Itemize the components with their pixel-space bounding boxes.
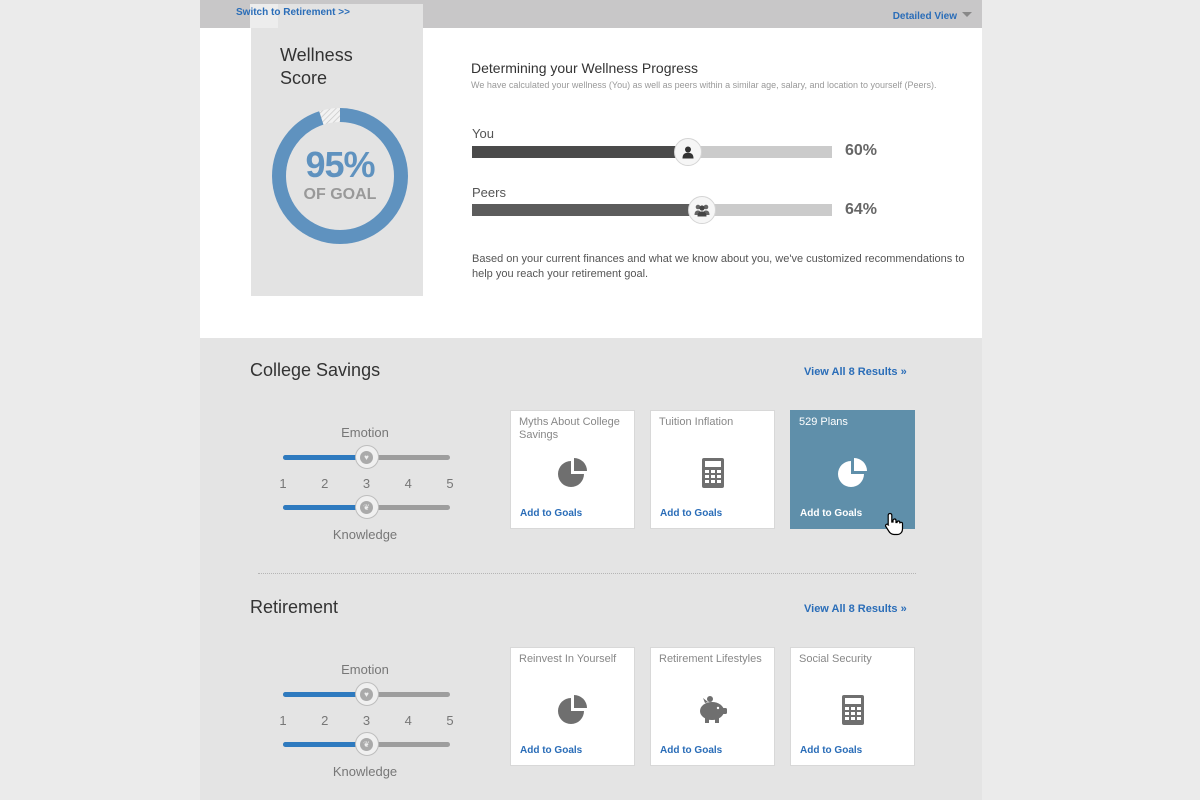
scale-tick: 2 [321, 713, 329, 728]
add-to-goals-button[interactable]: Add to Goals [660, 508, 723, 519]
calculator-icon [696, 456, 730, 490]
knowledge-slider-fill [283, 505, 367, 510]
knowledge-slider-thumb[interactable] [355, 732, 379, 756]
view-all-retirement-link[interactable]: View All 8 Results » [804, 603, 907, 615]
switch-to-retirement-link[interactable]: Switch to Retirement >> [236, 7, 350, 18]
view-all-college-savings-link[interactable]: View All 8 Results » [804, 366, 907, 378]
peers-progress-fill [472, 204, 702, 216]
card-title: Retirement Lifestyles [659, 653, 762, 665]
scale-tick: 4 [404, 713, 412, 728]
pie-chart-icon [556, 693, 590, 727]
you-label: You [472, 126, 494, 141]
card-title: Myths About College Savings [519, 416, 620, 441]
add-to-goals-button[interactable]: Add to Goals [800, 508, 863, 519]
scale-tick: 3 [362, 476, 371, 491]
section-title-college-savings: College Savings [250, 360, 381, 380]
card-title: Tuition Inflation [659, 416, 734, 428]
peers-marker [688, 196, 716, 224]
card-tuition-inflation[interactable] [650, 410, 775, 529]
heart-icon: ♥ [360, 688, 373, 701]
detailed-view-label: Detailed View [892, 11, 957, 22]
emotion-label: Emotion [341, 662, 389, 677]
card-reinvest-in-yourself[interactable] [510, 647, 635, 766]
card-retirement-lifestyles[interactable] [650, 647, 775, 766]
scale-ticks [280, 713, 455, 729]
heart-icon: ♥ [360, 451, 373, 464]
knowledge-slider[interactable] [283, 502, 450, 512]
caret-down-icon [962, 12, 972, 17]
progress-title: Determining your Wellness Progress [471, 60, 698, 76]
emotion-slider[interactable] [283, 452, 450, 462]
top-bar [200, 0, 982, 28]
leaf-icon: ❦ [360, 738, 373, 751]
peers-percent: 64% [845, 201, 878, 218]
card-myths-about-college-savings[interactable] [510, 410, 635, 529]
emotion-slider-fill [283, 692, 367, 697]
wellness-score-card [251, 28, 423, 296]
knowledge-slider[interactable] [283, 739, 450, 749]
add-to-goals-button[interactable]: Add to Goals [800, 745, 863, 756]
knowledge-label: Knowledge [332, 764, 398, 779]
section-divider [258, 573, 916, 574]
you-percent: 60% [845, 142, 878, 159]
you-marker [674, 138, 702, 166]
hand-cursor-icon [884, 512, 904, 536]
retirement-sliders [280, 662, 460, 797]
add-to-goals-button[interactable]: Add to Goals [520, 745, 583, 756]
wellness-goal-label: OF GOAL [303, 186, 377, 203]
leaf-icon: ❦ [360, 501, 373, 514]
app-container [200, 0, 982, 800]
recommendation-text: Based on your current finances and what we know about you, we've customized recommendations to help you reach your retirement goal. [472, 253, 965, 280]
knowledge-slider-thumb[interactable] [355, 495, 379, 519]
add-to-goals-button[interactable]: Add to Goals [520, 508, 583, 519]
pie-chart-icon [836, 456, 870, 490]
scale-tick: 5 [446, 713, 454, 728]
scale-tick: 3 [362, 713, 371, 728]
emotion-slider-fill [283, 455, 367, 460]
you-progress-bar [472, 146, 832, 158]
college-savings-sliders [280, 425, 460, 560]
scale-tick: 2 [321, 476, 329, 491]
progress-description: We have calculated your wellness (You) as well as peers within a similar age, salary, and location to yourself (Peers). [471, 80, 937, 90]
card-title: Social Security [799, 653, 872, 665]
scale-tick: 5 [446, 476, 454, 491]
pie-chart-icon [556, 456, 590, 490]
card-social-security[interactable] [790, 647, 915, 766]
knowledge-label: Knowledge [332, 527, 398, 542]
piggy-bank-icon [696, 693, 730, 727]
wellness-panel [200, 28, 982, 338]
detailed-view-dropdown[interactable] [893, 11, 972, 22]
card-title: Reinvest In Yourself [519, 653, 617, 665]
scale-ticks [280, 476, 455, 492]
section-title-retirement: Retirement [250, 597, 339, 617]
emotion-label: Emotion [341, 425, 389, 440]
scale-tick: 1 [279, 476, 287, 491]
scale-tick: 4 [404, 476, 412, 491]
knowledge-slider-fill [283, 742, 367, 747]
calculator-icon [836, 693, 870, 727]
wellness-score-title: Wellness Score [280, 45, 353, 88]
emotion-slider-thumb[interactable] [355, 682, 379, 706]
peers-progress-bar [472, 204, 832, 216]
you-progress-fill [472, 146, 688, 158]
wellness-percent: 95% [305, 144, 375, 185]
card-title: 529 Plans [799, 416, 848, 428]
emotion-slider[interactable] [283, 689, 450, 699]
peers-label: Peers [472, 185, 506, 200]
add-to-goals-button[interactable]: Add to Goals [660, 745, 723, 756]
emotion-slider-thumb[interactable] [355, 445, 379, 469]
group-icon [694, 203, 710, 217]
scale-tick: 1 [279, 713, 287, 728]
person-icon [681, 145, 695, 159]
